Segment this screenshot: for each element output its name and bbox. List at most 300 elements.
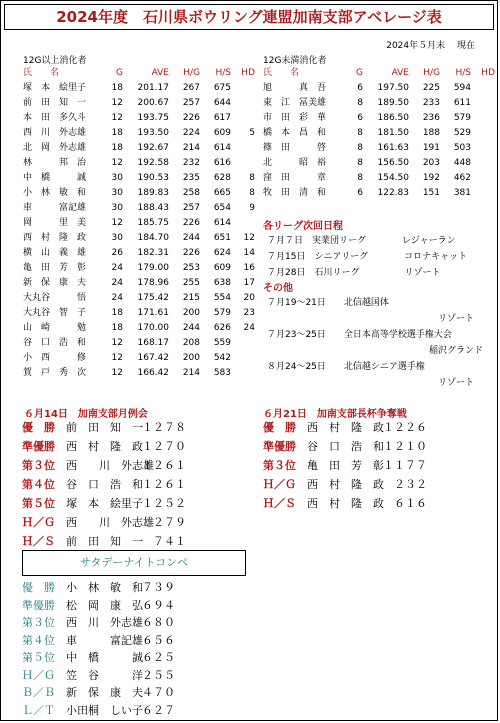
player-name: 小 林 敏 和	[66, 581, 143, 594]
cell-high-series: 675	[213, 83, 231, 93]
score: １１７７	[383, 459, 427, 472]
league-schedule	[267, 233, 467, 281]
player-name: 前 田 知 一	[66, 535, 143, 548]
table-row	[23, 186, 255, 201]
cell-high-series: 628	[213, 173, 231, 183]
rank-label: Ｌ／Ｔ	[22, 703, 55, 717]
cell-high-game: 214	[182, 143, 200, 153]
cell-handicap	[231, 111, 255, 126]
cell-average: 181.50	[377, 128, 409, 138]
player-name: 笠 谷 洋	[66, 668, 143, 682]
table-row	[23, 291, 255, 306]
cell-high-game: 208	[182, 338, 200, 348]
cell-handicap	[471, 111, 495, 126]
cell-average: 185.75	[137, 218, 169, 228]
rank-label: 優 勝	[263, 421, 296, 434]
col-header-name: 氏 名	[263, 68, 300, 78]
table-row	[23, 111, 255, 126]
cell-high-series: 638	[213, 278, 231, 288]
cell-high-game: 267	[182, 83, 200, 93]
saturday-results	[22, 579, 175, 719]
result-row	[22, 597, 175, 615]
over12-table	[23, 65, 255, 381]
cell-name: 賀 戸 秀 次	[23, 368, 87, 378]
cell-games: 8	[357, 98, 363, 108]
score: ６８０	[142, 616, 175, 629]
cell-name: 谷 口 浩 和	[23, 338, 87, 348]
cell-handicap: 24	[243, 323, 255, 333]
as-of-date: 2024年５月末 現在	[386, 41, 475, 51]
rank-label: 第３位	[22, 459, 55, 472]
cell-handicap: 8	[249, 188, 255, 198]
table-row	[23, 156, 255, 171]
cell-name: 大丸谷 悟	[23, 293, 87, 303]
cell-average: 170.00	[137, 323, 169, 333]
schedule-line: ８月24～25日 北信越シニア選手権	[267, 362, 425, 372]
cell-high-series: 579	[213, 308, 231, 318]
cell-games: 12	[111, 113, 123, 123]
cell-handicap	[471, 156, 495, 171]
cell-games: 12	[111, 368, 123, 378]
cell-games: 18	[111, 143, 123, 153]
cell-average: 189.83	[137, 188, 169, 198]
cell-high-game: 203	[422, 158, 440, 168]
cell-name: 北 岡 外志雄	[23, 143, 87, 153]
col-header-high-game: H/G	[183, 68, 200, 78]
table-row	[23, 171, 255, 186]
cell-handicap	[471, 186, 495, 201]
rank-label: 優 勝	[22, 421, 55, 434]
monthly-results	[22, 418, 186, 551]
rank-label: Ｈ／Ｓ	[22, 535, 55, 548]
cell-handicap: 14	[243, 248, 255, 258]
cell-high-series: 626	[213, 323, 231, 333]
col-header-high-series: H/S	[455, 68, 471, 78]
cell-games: 8	[357, 128, 363, 138]
col-header-high-series: H/S	[215, 68, 231, 78]
cell-handicap: 17	[243, 278, 255, 288]
other-heading: その他	[263, 283, 293, 294]
cell-average: 197.50	[377, 83, 409, 93]
cell-high-game: 200	[182, 353, 200, 363]
cell-name: 西 川 外志雄	[23, 128, 87, 138]
cell-handicap	[231, 96, 255, 111]
result-row	[263, 494, 427, 513]
table-row	[263, 96, 495, 111]
header-row	[263, 65, 495, 81]
cell-name: 篠 田 啓	[263, 143, 327, 153]
score: １２１０	[383, 440, 427, 453]
cell-high-game: 188	[422, 128, 440, 138]
cell-high-series: 614	[213, 143, 231, 153]
cup-heading: ６月21日 加南支部長杯争奪戦	[263, 409, 407, 420]
cell-games: 24	[111, 293, 123, 303]
cell-games: 12	[111, 158, 123, 168]
table-row	[23, 96, 255, 111]
schedule-line: ７月23～25日 全日本高等学校選手権大会	[267, 330, 452, 340]
player-name: 西 村 隆 政	[307, 421, 384, 434]
cell-games: 8	[357, 158, 363, 168]
result-row	[22, 649, 175, 667]
result-row	[22, 532, 186, 551]
result-row	[22, 667, 175, 685]
col-header-average: AVE	[151, 68, 169, 78]
cell-high-series: 554	[213, 293, 231, 303]
cell-games: 24	[111, 278, 123, 288]
player-name: 松 岡 康 弘	[66, 598, 143, 612]
cell-name: 横 山 義 雄	[23, 248, 87, 258]
player-name: 中 橋 誠	[66, 651, 143, 664]
rank-label: 第５位	[22, 651, 55, 664]
cell-name: 小 林 敏 和	[23, 188, 87, 198]
cell-handicap	[231, 336, 255, 351]
cell-name: 橋 本 昌 和	[263, 128, 327, 138]
score: １２６１	[142, 478, 186, 491]
table-row	[23, 141, 255, 156]
score: ２５５	[142, 668, 175, 682]
cell-average: 175.42	[137, 293, 169, 303]
rank-label: 第４位	[22, 478, 55, 491]
cell-high-game: 244	[182, 233, 200, 243]
rank-label: 第４位	[22, 633, 55, 647]
cell-name: 中 橋 誠	[23, 173, 87, 183]
player-name: 西 川 外志雄	[66, 459, 154, 472]
player-name: 谷 口 浩 和	[307, 440, 384, 453]
result-row	[22, 702, 175, 720]
cell-average: 168.17	[137, 338, 169, 348]
cell-high-series: 651	[213, 233, 231, 243]
table-row	[23, 321, 255, 336]
cell-high-game: 258	[182, 188, 200, 198]
table-row	[263, 171, 495, 186]
player-name: 西 村 隆 政	[307, 478, 384, 491]
cell-name: 新 保 康 夫	[23, 278, 87, 288]
cell-average: 167.42	[137, 353, 169, 363]
schedule-line: リゾート	[267, 378, 475, 388]
cell-high-series: 594	[453, 83, 471, 93]
other-schedule	[267, 295, 483, 391]
cell-high-game: 233	[422, 98, 440, 108]
cell-games: 12	[111, 98, 123, 108]
result-row	[22, 684, 175, 702]
cell-handicap: 8	[249, 173, 255, 183]
player-name: 亀 田 芳 彰	[307, 459, 384, 472]
player-name: 西 川 外志雄	[66, 616, 143, 629]
cell-high-series: 609	[213, 128, 231, 138]
score: ７３９	[142, 581, 175, 594]
score: ６１６	[383, 497, 427, 510]
cell-games: 26	[111, 248, 123, 258]
result-row	[263, 418, 427, 437]
rank-label: Ｈ／Ｇ	[263, 478, 296, 491]
score: ２７９	[142, 516, 186, 529]
cell-high-series: 542	[213, 353, 231, 363]
score: ６２７	[142, 703, 175, 717]
col-header-handicap: HD	[241, 68, 255, 78]
cell-games: 6	[357, 188, 363, 198]
page-title: 2024年度 石川県ボウリング連盟加南支部アベレージ表	[4, 4, 494, 30]
cell-high-game: 226	[182, 113, 200, 123]
col-header-handicap: HD	[481, 68, 495, 78]
schedule-line: ７月15日 シニアリーグ コロナキャット	[267, 252, 468, 262]
cell-name: 林 邦 治	[23, 158, 87, 168]
cell-high-game: 257	[182, 98, 200, 108]
schedule-line: ７月28日 石川リーグ リゾート	[267, 268, 441, 278]
table-row	[263, 156, 495, 171]
player-name: 新 保 康 夫	[66, 686, 143, 699]
cell-average: 200.67	[137, 98, 169, 108]
cell-name: 牧 田 清 和	[263, 188, 327, 198]
cell-high-game: 236	[422, 113, 440, 123]
cell-handicap	[471, 81, 495, 96]
cell-average: 179.00	[137, 263, 169, 273]
score: ６２５	[142, 651, 175, 664]
cell-name: 市 田 彩 華	[263, 113, 327, 123]
col-header-high-game: H/G	[423, 68, 440, 78]
col-header-average: AVE	[391, 68, 409, 78]
player-name: 西 村 隆 政	[307, 497, 384, 510]
cell-average: 192.67	[137, 143, 169, 153]
score: １２６１	[142, 459, 186, 472]
cell-average: 182.31	[137, 248, 169, 258]
col-header-games: G	[356, 68, 363, 78]
cell-average: 166.42	[137, 368, 169, 378]
cell-name: 本 田 多久斗	[23, 113, 87, 123]
cell-high-game: 226	[182, 218, 200, 228]
cell-games: 6	[357, 113, 363, 123]
cell-games: 30	[111, 203, 123, 213]
cell-handicap	[231, 156, 255, 171]
cell-average: 171.61	[137, 308, 169, 318]
result-row	[263, 456, 427, 475]
cell-high-series: 614	[213, 218, 231, 228]
cell-name: 亀 田 芳 彰	[23, 263, 87, 273]
cell-games: 18	[111, 128, 123, 138]
score: １２２６	[383, 421, 427, 434]
table-row	[23, 366, 255, 381]
cup-results	[263, 418, 427, 513]
cell-name: 旭 真 吾	[263, 83, 327, 93]
player-name: 前 田 知 一	[66, 421, 143, 434]
cell-average: 193.75	[137, 113, 169, 123]
score: ７４１	[142, 535, 186, 548]
cell-handicap	[471, 171, 495, 186]
cell-name: 西 村 隆 政	[23, 233, 87, 243]
score: １２５２	[142, 497, 186, 510]
cell-name: 山 崎 勉	[23, 323, 87, 333]
cell-high-series: 609	[213, 263, 231, 273]
table-row	[263, 126, 495, 141]
cell-average: 184.70	[137, 233, 169, 243]
table-row	[263, 81, 495, 96]
cell-high-game: 257	[182, 203, 200, 213]
cell-name: 大丸谷 智 子	[23, 308, 87, 318]
cell-high-series: 654	[213, 203, 231, 213]
cell-average: 188.43	[137, 203, 169, 213]
cell-games: 30	[111, 173, 123, 183]
player-name: 車 富記雄	[66, 633, 143, 647]
col-header-name: 氏 名	[23, 68, 60, 78]
rank-label: 第３位	[263, 459, 296, 472]
cell-name: 塚 本 絵里子	[23, 83, 87, 93]
cell-average: 192.58	[137, 158, 169, 168]
cell-handicap	[471, 96, 495, 111]
cell-high-game: 232	[182, 158, 200, 168]
cell-average: 189.50	[377, 98, 409, 108]
cell-games: 18	[111, 323, 123, 333]
cell-games: 12	[111, 353, 123, 363]
cell-high-game: 224	[182, 128, 200, 138]
cell-high-game: 200	[182, 308, 200, 318]
cell-handicap: 20	[243, 293, 255, 303]
table-row	[263, 186, 495, 201]
player-name: 塚 本 絵里子	[66, 497, 143, 510]
league-heading: 各リーグ次回日程	[263, 221, 343, 232]
score: ２３２	[383, 478, 427, 491]
table-row	[23, 246, 255, 261]
rank-label: Ｂ／Ｂ	[22, 686, 55, 699]
score: １２７０	[142, 440, 186, 453]
cell-high-game: 255	[182, 278, 200, 288]
cell-average: 193.50	[137, 128, 169, 138]
score: ６５６	[142, 633, 175, 647]
cell-handicap	[471, 141, 495, 156]
cell-average: 201.17	[137, 83, 169, 93]
cell-handicap: 23	[243, 308, 255, 318]
score: ４７０	[142, 686, 175, 699]
cell-high-game: 191	[422, 143, 440, 153]
cell-high-series: 529	[453, 128, 471, 138]
table-row	[23, 81, 255, 96]
cell-high-series: 611	[453, 98, 471, 108]
cell-high-series: 462	[453, 173, 471, 183]
cell-name: 車 富記雄	[23, 203, 87, 213]
result-row	[22, 475, 186, 494]
table-row	[23, 201, 255, 216]
cell-average: 161.63	[377, 143, 409, 153]
under12-table	[263, 65, 495, 201]
rank-label: 第５位	[22, 497, 55, 510]
cell-handicap: 5	[249, 128, 255, 138]
cell-games: 12	[111, 218, 123, 228]
cell-name: 岡 里 美	[23, 218, 87, 228]
cell-high-game: 151	[422, 188, 440, 198]
rank-label: Ｈ／Ｇ	[22, 516, 55, 529]
cell-average: 122.83	[377, 188, 409, 198]
col-header-games: G	[116, 68, 123, 78]
table-row	[263, 141, 495, 156]
cell-games: 8	[357, 173, 363, 183]
cell-high-series: 583	[213, 368, 231, 378]
cell-high-game: 226	[182, 248, 200, 258]
result-row	[22, 437, 186, 456]
cell-handicap	[231, 351, 255, 366]
result-row	[22, 513, 186, 532]
table-row	[23, 276, 255, 291]
under12-label: 12G未満消化者	[263, 56, 327, 66]
cell-high-game: 192	[422, 173, 440, 183]
result-row	[263, 475, 427, 494]
cell-name: 小 西 修	[23, 353, 87, 363]
cell-handicap	[231, 366, 255, 381]
rank-label: 準優勝	[22, 440, 55, 453]
table-row	[23, 261, 255, 276]
saturday-heading: サタデーナイトコンペ	[22, 550, 246, 576]
cell-high-game: 244	[182, 323, 200, 333]
cell-high-series: 617	[213, 113, 231, 123]
cell-handicap: 9	[249, 203, 255, 213]
table-row	[23, 351, 255, 366]
table-row	[23, 231, 255, 246]
cell-name: 前 田 知 一	[23, 98, 87, 108]
result-row	[22, 579, 175, 597]
rank-label: Ｈ／Ｓ	[263, 497, 296, 510]
cell-high-series: 579	[453, 113, 471, 123]
cell-high-series: 616	[213, 158, 231, 168]
cell-high-series: 448	[453, 158, 471, 168]
cell-games: 18	[111, 83, 123, 93]
result-row	[22, 632, 175, 650]
score: １２７８	[142, 421, 186, 434]
cell-handicap	[231, 81, 255, 96]
result-row	[22, 456, 186, 475]
table-row	[23, 126, 255, 141]
cell-games: 18	[111, 308, 123, 318]
result-row	[22, 494, 186, 513]
schedule-line: 稲沢グランド	[267, 346, 484, 356]
cell-handicap: 12	[243, 233, 255, 243]
monthly-heading: ６月14日 加南支部月例会	[24, 409, 148, 420]
cell-games: 30	[111, 188, 123, 198]
cell-average: 178.96	[137, 278, 169, 288]
cell-high-series: 559	[213, 338, 231, 348]
cell-high-game: 235	[182, 173, 200, 183]
over12-label: 12G以上消化者	[23, 56, 87, 66]
cell-handicap	[231, 216, 255, 231]
cell-games: 12	[111, 338, 123, 348]
cell-high-game: 225	[422, 83, 440, 93]
cell-average: 186.50	[377, 113, 409, 123]
cell-games: 24	[111, 263, 123, 273]
header-row	[23, 65, 255, 81]
table-row	[23, 336, 255, 351]
cell-high-series: 503	[453, 143, 471, 153]
cell-handicap: 16	[243, 263, 255, 273]
cell-games: 8	[357, 143, 363, 153]
cell-name: 窪 田 章	[263, 173, 327, 183]
cell-high-series: 381	[453, 188, 471, 198]
table-row	[23, 306, 255, 321]
result-row	[22, 614, 175, 632]
result-row	[22, 418, 186, 437]
cell-games: 6	[357, 83, 363, 93]
cell-high-game: 215	[182, 293, 200, 303]
schedule-line: ７月７日 実業団リーグ レジャーラン	[267, 236, 456, 246]
cell-high-game: 214	[182, 368, 200, 378]
schedule-line: ７月19～21日 北信越国体	[267, 298, 389, 308]
cell-high-series: 665	[213, 188, 231, 198]
rank-label: 第３位	[22, 616, 55, 629]
rank-label: 準優勝	[263, 440, 296, 453]
cell-average: 154.50	[377, 173, 409, 183]
score: ６９４	[142, 598, 175, 612]
cell-average: 190.53	[137, 173, 169, 183]
table-row	[263, 111, 495, 126]
result-row	[263, 437, 427, 456]
cell-high-series: 624	[213, 248, 231, 258]
cell-handicap	[231, 141, 255, 156]
cell-high-game: 253	[182, 263, 200, 273]
